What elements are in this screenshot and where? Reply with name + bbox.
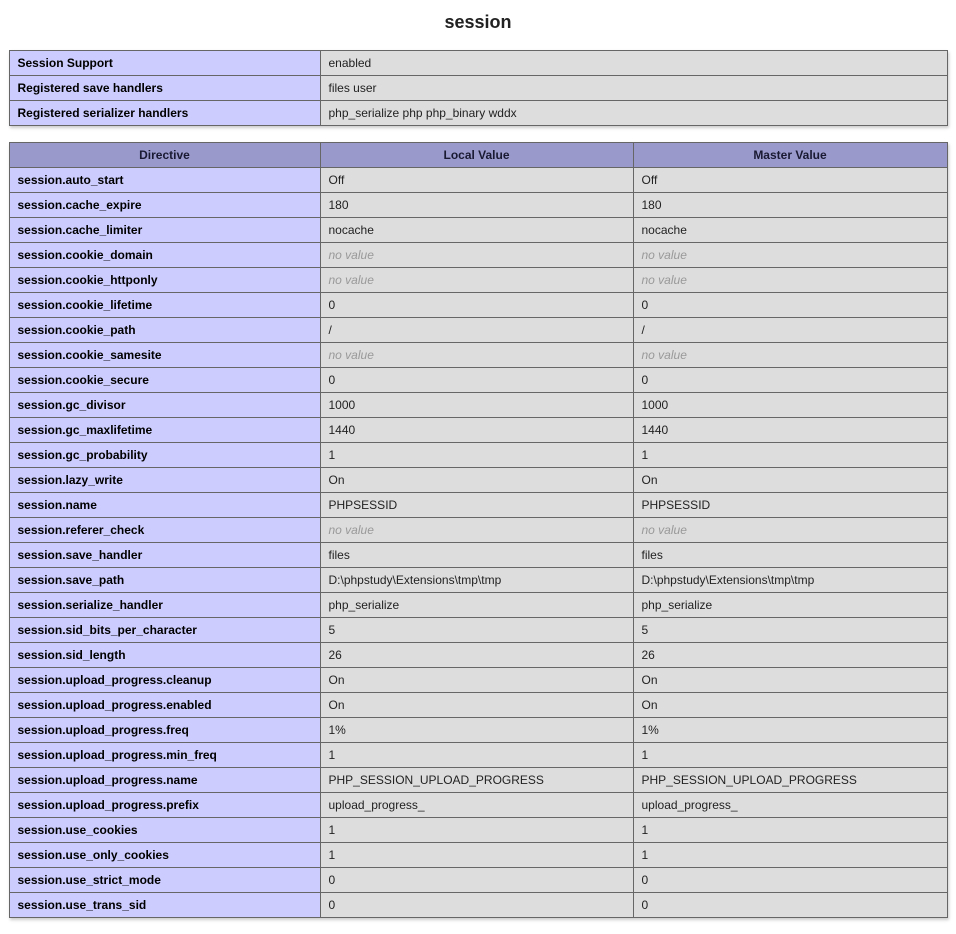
directive-master-value: 1 — [633, 743, 947, 768]
table-row — [9, 868, 947, 893]
directive-name: session.cookie_samesite — [9, 343, 320, 368]
directive-master-value: PHP_SESSION_UPLOAD_PROGRESS — [633, 768, 947, 793]
directive-master-value: php_serialize — [633, 593, 947, 618]
directive-local-value: 0 — [320, 868, 633, 893]
directive-master-value: 0 — [633, 868, 947, 893]
directive-master-value: no value — [633, 268, 947, 293]
column-header-directive: Directive — [9, 143, 320, 168]
table-row — [9, 793, 947, 818]
directive-local-value: 1000 — [320, 393, 633, 418]
directive-name: session.upload_progress.enabled — [9, 693, 320, 718]
session-summary-table-body — [9, 51, 947, 126]
directive-name: session.gc_divisor — [9, 393, 320, 418]
directive-local-value: 1440 — [320, 418, 633, 443]
table-row — [9, 518, 947, 543]
table-row — [9, 593, 947, 618]
directive-master-value: 0 — [633, 893, 947, 918]
directive-master-value: 1440 — [633, 418, 947, 443]
directive-master-value: PHPSESSID — [633, 493, 947, 518]
directive-local-value: 1 — [320, 743, 633, 768]
directive-local-value: 1% — [320, 718, 633, 743]
directive-name: session.use_only_cookies — [9, 843, 320, 868]
directive-name: session.lazy_write — [9, 468, 320, 493]
directive-name: session.sid_length — [9, 643, 320, 668]
table-row — [9, 443, 947, 468]
table-row — [9, 543, 947, 568]
directive-master-value: On — [633, 693, 947, 718]
directive-name: session.use_trans_sid — [9, 893, 320, 918]
table-row — [9, 76, 947, 101]
directive-name: session.use_strict_mode — [9, 868, 320, 893]
directive-name: session.serialize_handler — [9, 593, 320, 618]
table-row — [9, 101, 947, 126]
column-header-local-value: Local Value — [320, 143, 633, 168]
directive-local-value: no value — [320, 268, 633, 293]
table-row — [9, 343, 947, 368]
directive-master-value: On — [633, 668, 947, 693]
table-row — [9, 643, 947, 668]
setting-name: Registered save handlers — [9, 76, 320, 101]
directive-name: session.save_handler — [9, 543, 320, 568]
directive-name: session.use_cookies — [9, 818, 320, 843]
directive-local-value: nocache — [320, 218, 633, 243]
page-title: session — [444, 12, 512, 32]
directive-name: session.name — [9, 493, 320, 518]
table-row — [9, 318, 947, 343]
table-row — [9, 168, 947, 193]
table-row — [9, 568, 947, 593]
table-row — [9, 843, 947, 868]
directive-local-value: PHPSESSID — [320, 493, 633, 518]
directive-local-value: PHP_SESSION_UPLOAD_PROGRESS — [320, 768, 633, 793]
directive-name: session.cookie_domain — [9, 243, 320, 268]
table-row — [9, 243, 947, 268]
directive-local-value: On — [320, 668, 633, 693]
directive-local-value: 0 — [320, 893, 633, 918]
table-row — [9, 368, 947, 393]
phpinfo-session-section — [0, 9, 956, 918]
directive-name: session.upload_progress.freq — [9, 718, 320, 743]
directive-local-value: 1 — [320, 818, 633, 843]
table-row — [9, 818, 947, 843]
directive-name: session.upload_progress.prefix — [9, 793, 320, 818]
directive-name: session.cache_expire — [9, 193, 320, 218]
table-row — [9, 693, 947, 718]
directive-name: session.upload_progress.name — [9, 768, 320, 793]
directive-local-value: php_serialize — [320, 593, 633, 618]
table-row — [9, 618, 947, 643]
column-header-master-value: Master Value — [633, 143, 947, 168]
directive-master-value: no value — [633, 243, 947, 268]
directive-master-value: files — [633, 543, 947, 568]
session-summary-table — [9, 50, 948, 126]
directive-master-value: 1 — [633, 818, 947, 843]
directive-master-value: Off — [633, 168, 947, 193]
directive-master-value: 0 — [633, 293, 947, 318]
directive-local-value: 5 — [320, 618, 633, 643]
directive-name: session.auto_start — [9, 168, 320, 193]
directive-master-value: 26 — [633, 643, 947, 668]
directive-master-value: no value — [633, 518, 947, 543]
directive-local-value: On — [320, 468, 633, 493]
directive-local-value: no value — [320, 343, 633, 368]
directive-local-value: 1 — [320, 443, 633, 468]
table-row — [9, 493, 947, 518]
session-directives-table — [9, 142, 948, 918]
directive-name: session.save_path — [9, 568, 320, 593]
directive-name: session.referer_check — [9, 518, 320, 543]
directive-local-value: 1 — [320, 843, 633, 868]
directive-local-value: 26 — [320, 643, 633, 668]
table-row — [9, 218, 947, 243]
directive-local-value: files — [320, 543, 633, 568]
directive-master-value: On — [633, 468, 947, 493]
directive-local-value: On — [320, 693, 633, 718]
table-row — [9, 418, 947, 443]
table-row — [9, 468, 947, 493]
table-row — [9, 293, 947, 318]
directive-local-value: / — [320, 318, 633, 343]
directive-name: session.cookie_lifetime — [9, 293, 320, 318]
directive-local-value: upload_progress_ — [320, 793, 633, 818]
directive-name: session.upload_progress.cleanup — [9, 668, 320, 693]
setting-value: php_serialize php php_binary wddx — [320, 101, 947, 126]
table-row — [9, 268, 947, 293]
table-row — [9, 893, 947, 918]
directive-name: session.cache_limiter — [9, 218, 320, 243]
directive-name: session.upload_progress.min_freq — [9, 743, 320, 768]
directive-master-value: upload_progress_ — [633, 793, 947, 818]
directive-master-value: 1000 — [633, 393, 947, 418]
setting-name: Registered serializer handlers — [9, 101, 320, 126]
directive-name: session.gc_probability — [9, 443, 320, 468]
directive-local-value: D:\phpstudy\Extensions\tmp\tmp — [320, 568, 633, 593]
table-row — [9, 51, 947, 76]
directive-local-value: no value — [320, 518, 633, 543]
directive-master-value: 5 — [633, 618, 947, 643]
directive-master-value: 1% — [633, 718, 947, 743]
directive-name: session.gc_maxlifetime — [9, 418, 320, 443]
directive-master-value: nocache — [633, 218, 947, 243]
directive-local-value: 0 — [320, 293, 633, 318]
session-directives-table-body — [9, 168, 947, 918]
directive-name: session.cookie_secure — [9, 368, 320, 393]
table-row — [9, 718, 947, 743]
directive-master-value: 1 — [633, 443, 947, 468]
table-row — [9, 193, 947, 218]
directive-master-value: no value — [633, 343, 947, 368]
table-row — [9, 743, 947, 768]
directive-master-value: D:\phpstudy\Extensions\tmp\tmp — [633, 568, 947, 593]
table-row — [9, 768, 947, 793]
setting-name: Session Support — [9, 51, 320, 76]
table-row — [9, 393, 947, 418]
directive-local-value: no value — [320, 243, 633, 268]
directive-master-value: 1 — [633, 843, 947, 868]
setting-value: enabled — [320, 51, 947, 76]
table-row — [9, 668, 947, 693]
directive-name: session.cookie_path — [9, 318, 320, 343]
directive-local-value: 0 — [320, 368, 633, 393]
directive-name: session.cookie_httponly — [9, 268, 320, 293]
directive-master-value: 180 — [633, 193, 947, 218]
directive-name: session.sid_bits_per_character — [9, 618, 320, 643]
directive-master-value: 0 — [633, 368, 947, 393]
directives-header-row — [9, 143, 947, 168]
setting-value: files user — [320, 76, 947, 101]
directive-local-value: Off — [320, 168, 633, 193]
directive-master-value: / — [633, 318, 947, 343]
directive-local-value: 180 — [320, 193, 633, 218]
